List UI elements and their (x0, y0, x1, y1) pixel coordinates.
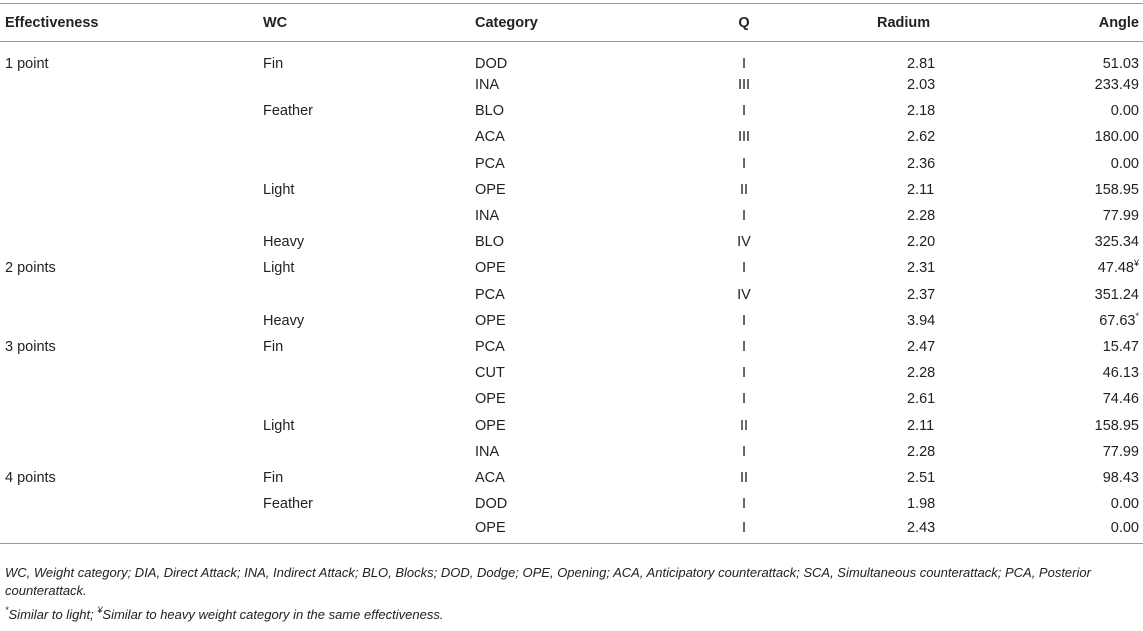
table-row (0, 439, 1143, 465)
footnote-mark: ¥ (1133, 258, 1139, 269)
table-row (0, 72, 1143, 98)
cell-q (651, 177, 837, 203)
cell-category-value: OPE (475, 391, 506, 408)
cell-category-value: OPE (475, 312, 506, 329)
cell-wc (263, 229, 475, 255)
cell-angle-value: 0.00 (1110, 103, 1139, 120)
cell-wc-value: Feather (263, 496, 313, 513)
cell-radium-value: 2.20 (907, 234, 936, 251)
cell-radium-value: 2.31 (907, 260, 936, 277)
table-row (0, 124, 1143, 150)
cell-effectiveness (0, 72, 263, 98)
cell-q-value: I (741, 338, 747, 355)
table-row (0, 360, 1143, 386)
cell-q-value: I (741, 365, 747, 382)
header-wc: WC (263, 4, 475, 42)
cell-q (651, 151, 837, 177)
cell-category (475, 151, 651, 177)
cell-category-value: OPE (475, 181, 506, 198)
cell-effectiveness (0, 439, 263, 465)
cell-wc (263, 386, 475, 412)
cell-wc (263, 177, 475, 203)
cell-wc (263, 203, 475, 229)
cell-radium-value: 2.51 (907, 469, 936, 486)
cell-q-value: III (737, 77, 751, 94)
cell-effectiveness (0, 517, 263, 543)
cell-category-value: OPE (475, 520, 506, 537)
yen-footnote: Similar to heavy weight category in the same effectiveness. (102, 607, 444, 622)
cell-angle (1060, 412, 1143, 438)
cell-effectiveness (0, 98, 263, 124)
cell-wc (263, 255, 475, 281)
cell-category (475, 203, 651, 229)
cell-angle (1060, 72, 1143, 98)
cell-category-value: BLO (475, 103, 505, 120)
cell-wc (263, 72, 475, 98)
cell-category (475, 360, 651, 386)
table-row (0, 465, 1143, 491)
cell-angle-value: 180.00 (1094, 129, 1139, 146)
cell-category (475, 282, 651, 308)
cell-category (475, 72, 651, 98)
cell-radium-value: 1.98 (907, 496, 936, 513)
cell-effectiveness (0, 412, 263, 438)
cell-angle (1060, 517, 1143, 543)
cell-radium-value: 2.28 (907, 365, 936, 382)
cell-radium (837, 360, 1060, 386)
table-row (0, 517, 1143, 543)
cell-category (475, 412, 651, 438)
cell-category (475, 308, 651, 334)
cell-angle-value: 0.00 (1110, 520, 1139, 537)
table-row (0, 308, 1143, 334)
cell-radium (837, 98, 1060, 124)
cell-q-value: III (737, 129, 751, 146)
cell-radium (837, 177, 1060, 203)
cell-wc-value: Fin (263, 56, 284, 72)
cell-radium (837, 282, 1060, 308)
cell-category (475, 177, 651, 203)
cell-q (651, 386, 837, 412)
header-angle: Angle (1060, 4, 1143, 42)
cell-effectiveness-value: 1 point (5, 56, 49, 72)
cell-radium-value: 2.43 (907, 520, 936, 537)
cell-wc (263, 124, 475, 150)
cell-angle-value: 46.13 (1102, 365, 1139, 382)
cell-q (651, 517, 837, 543)
cell-radium-value: 2.28 (907, 208, 936, 225)
header-q: Q (651, 4, 837, 42)
cell-wc-value: Feather (263, 103, 313, 120)
cell-q-value: I (741, 520, 747, 537)
cell-radium (837, 334, 1060, 360)
cell-category (475, 42, 651, 73)
cell-wc (263, 360, 475, 386)
cell-q (651, 124, 837, 150)
cell-radium-value: 2.11 (907, 417, 935, 434)
cell-radium-value: 2.11 (907, 181, 935, 198)
cell-angle-value: 233.49 (1094, 77, 1139, 94)
cell-wc (263, 465, 475, 491)
cell-q (651, 229, 837, 255)
footnote-mark: * (1135, 310, 1139, 321)
cell-q-value: I (741, 155, 747, 172)
cell-wc-value: Heavy (263, 234, 305, 251)
cell-radium-value: 2.37 (907, 286, 936, 303)
cell-angle (1060, 386, 1143, 412)
cell-q-value: I (741, 391, 747, 408)
cell-category-value: DOD (475, 496, 508, 513)
cell-angle-value: 325.34 (1094, 234, 1139, 251)
table-notes (5, 564, 1135, 624)
cell-category (475, 439, 651, 465)
cell-category (475, 517, 651, 543)
cell-category (475, 465, 651, 491)
cell-radium (837, 72, 1060, 98)
cell-wc (263, 151, 475, 177)
cell-category (475, 255, 651, 281)
cell-radium (837, 229, 1060, 255)
star-mark: * (5, 605, 9, 615)
cell-q (651, 491, 837, 517)
cell-effectiveness (0, 282, 263, 308)
cell-radium (837, 517, 1060, 543)
cell-angle (1060, 177, 1143, 203)
cell-radium (837, 465, 1060, 491)
cell-q-value: IV (737, 286, 751, 303)
cell-radium-value: 2.18 (907, 103, 936, 120)
cell-effectiveness (0, 124, 263, 150)
cell-radium-value: 2.36 (907, 155, 936, 172)
cell-q (651, 465, 837, 491)
cell-wc (263, 412, 475, 438)
cell-effectiveness-value: 3 points (5, 338, 56, 355)
header-effectiveness: Effectiveness (0, 4, 263, 42)
cell-radium (837, 42, 1060, 73)
cell-q (651, 282, 837, 308)
cell-angle (1060, 98, 1143, 124)
cell-category-value: PCA (475, 155, 505, 172)
cell-angle-value: 0.00 (1110, 155, 1139, 172)
cell-radium-value: 2.47 (907, 338, 936, 355)
cell-angle (1060, 491, 1143, 517)
cell-radium-value: 2.81 (907, 56, 936, 72)
cell-wc (263, 98, 475, 124)
cell-category-value: DOD (475, 56, 508, 72)
cell-wc-value: Light (263, 181, 295, 198)
cell-angle (1060, 334, 1143, 360)
cell-wc-value: Heavy (263, 312, 305, 329)
cell-q (651, 439, 837, 465)
cell-angle (1060, 124, 1143, 150)
cell-wc-value: Light (263, 417, 295, 434)
cell-q-value: IV (737, 234, 751, 251)
cell-category (475, 386, 651, 412)
cell-angle-value: 158.95 (1094, 417, 1139, 434)
cell-category-value: PCA (475, 286, 505, 303)
table-body (0, 42, 1143, 544)
cell-category (475, 491, 651, 517)
cell-angle-value: 98.43 (1102, 469, 1139, 486)
cell-wc (263, 517, 475, 543)
cell-radium-value: 2.61 (907, 391, 936, 408)
cell-q (651, 412, 837, 438)
table-row (0, 151, 1143, 177)
cell-q-value: II (739, 181, 749, 198)
cell-angle (1060, 360, 1143, 386)
cell-q-value: I (741, 208, 747, 225)
table-row (0, 203, 1143, 229)
table-row (0, 42, 1143, 73)
cell-angle-value: 47.48 (1097, 260, 1134, 277)
star-footnote: Similar to light; (8, 607, 98, 622)
cell-wc-value: Fin (263, 469, 284, 486)
cell-angle (1060, 203, 1143, 229)
cell-effectiveness (0, 308, 263, 334)
cell-wc (263, 308, 475, 334)
cell-radium (837, 439, 1060, 465)
table-row (0, 412, 1143, 438)
table-row (0, 255, 1143, 281)
cell-effectiveness (0, 255, 263, 281)
cell-category-value: PCA (475, 338, 505, 355)
cell-q (651, 42, 837, 73)
cell-angle (1060, 255, 1143, 281)
header-row (0, 4, 1143, 42)
cell-category-value: OPE (475, 260, 506, 277)
cell-category-value: ACA (475, 129, 505, 146)
cell-wc (263, 334, 475, 360)
cell-angle (1060, 42, 1143, 73)
cell-angle (1060, 308, 1143, 334)
cell-radium (837, 386, 1060, 412)
cell-angle-value: 0.00 (1110, 496, 1139, 513)
cell-angle (1060, 282, 1143, 308)
table-row (0, 282, 1143, 308)
cell-category-value: INA (475, 77, 500, 94)
table-row (0, 334, 1143, 360)
cell-angle (1060, 439, 1143, 465)
cell-category (475, 98, 651, 124)
yen-mark: ¥ (97, 605, 103, 615)
cell-category (475, 124, 651, 150)
cell-wc (263, 282, 475, 308)
cell-category-value: INA (475, 443, 500, 460)
cell-wc (263, 42, 475, 73)
results-table (0, 3, 1143, 544)
cell-wc-value: Light (263, 260, 295, 277)
cell-q (651, 72, 837, 98)
table-row (0, 229, 1143, 255)
cell-effectiveness (0, 465, 263, 491)
cell-q (651, 255, 837, 281)
cell-angle (1060, 229, 1143, 255)
header-category: Category (475, 4, 651, 42)
cell-radium-value: 2.28 (907, 443, 936, 460)
cell-radium (837, 412, 1060, 438)
cell-q-value: I (741, 443, 747, 460)
cell-effectiveness (0, 386, 263, 412)
cell-angle (1060, 465, 1143, 491)
cell-category (475, 334, 651, 360)
cell-category-value: CUT (475, 365, 505, 382)
cell-q (651, 308, 837, 334)
cell-angle-value: 351.24 (1094, 286, 1139, 303)
cell-wc-value: Fin (263, 338, 284, 355)
cell-category-value: INA (475, 208, 500, 225)
cell-wc (263, 439, 475, 465)
cell-q (651, 334, 837, 360)
cell-effectiveness (0, 177, 263, 203)
cell-radium (837, 491, 1060, 517)
cell-angle (1060, 151, 1143, 177)
cell-radium-value: 2.62 (907, 129, 936, 146)
cell-effectiveness-value: 4 points (5, 469, 56, 486)
cell-effectiveness (0, 42, 263, 73)
cell-q (651, 203, 837, 229)
cell-effectiveness (0, 151, 263, 177)
cell-q-value: I (741, 103, 747, 120)
cell-category-value: BLO (475, 234, 505, 251)
table-row (0, 491, 1143, 517)
cell-radium (837, 124, 1060, 150)
header-radium: Radium (837, 4, 1060, 42)
cell-angle-value: 15.47 (1102, 338, 1139, 355)
cell-angle-value: 77.99 (1102, 443, 1139, 460)
cell-effectiveness (0, 334, 263, 360)
cell-effectiveness (0, 229, 263, 255)
cell-effectiveness-value: 2 points (5, 260, 56, 277)
cell-category-value: ACA (475, 469, 505, 486)
cell-wc (263, 491, 475, 517)
cell-angle-value: 77.99 (1102, 208, 1139, 225)
cell-q-value: I (741, 496, 747, 513)
table-row (0, 177, 1143, 203)
table-row (0, 386, 1143, 412)
footnotes (5, 606, 1135, 624)
table-row (0, 98, 1143, 124)
cell-angle-value: 67.63 (1099, 312, 1136, 329)
cell-q-value: I (741, 56, 747, 72)
table-header (0, 4, 1143, 42)
cell-radium-value: 3.94 (907, 312, 936, 329)
cell-q-value: II (739, 417, 749, 434)
cell-category (475, 229, 651, 255)
cell-q (651, 98, 837, 124)
cell-radium (837, 255, 1060, 281)
cell-angle-value: 74.46 (1102, 391, 1139, 408)
cell-effectiveness (0, 203, 263, 229)
cell-q-value: I (741, 312, 747, 329)
abbreviations-note: WC, Weight category; DIA, Direct Attack; INA, Indirect Attack; BLO, Blocks; DOD, Dodge; OPE, Opening; ACA, Anticipatory counterattack; SCA, Simultaneous counterattack; PCA, Posterior counterattack. (5, 565, 1091, 598)
cell-q-value: II (739, 469, 749, 486)
cell-radium (837, 308, 1060, 334)
cell-effectiveness (0, 491, 263, 517)
cell-q (651, 360, 837, 386)
cell-angle-value: 158.95 (1094, 181, 1139, 198)
cell-q-value: I (741, 260, 747, 277)
cell-angle-value: 51.03 (1102, 56, 1139, 72)
cell-radium (837, 203, 1060, 229)
cell-radium (837, 151, 1060, 177)
cell-effectiveness (0, 360, 263, 386)
cell-category-value: OPE (475, 417, 506, 434)
cell-radium-value: 2.03 (907, 77, 936, 94)
